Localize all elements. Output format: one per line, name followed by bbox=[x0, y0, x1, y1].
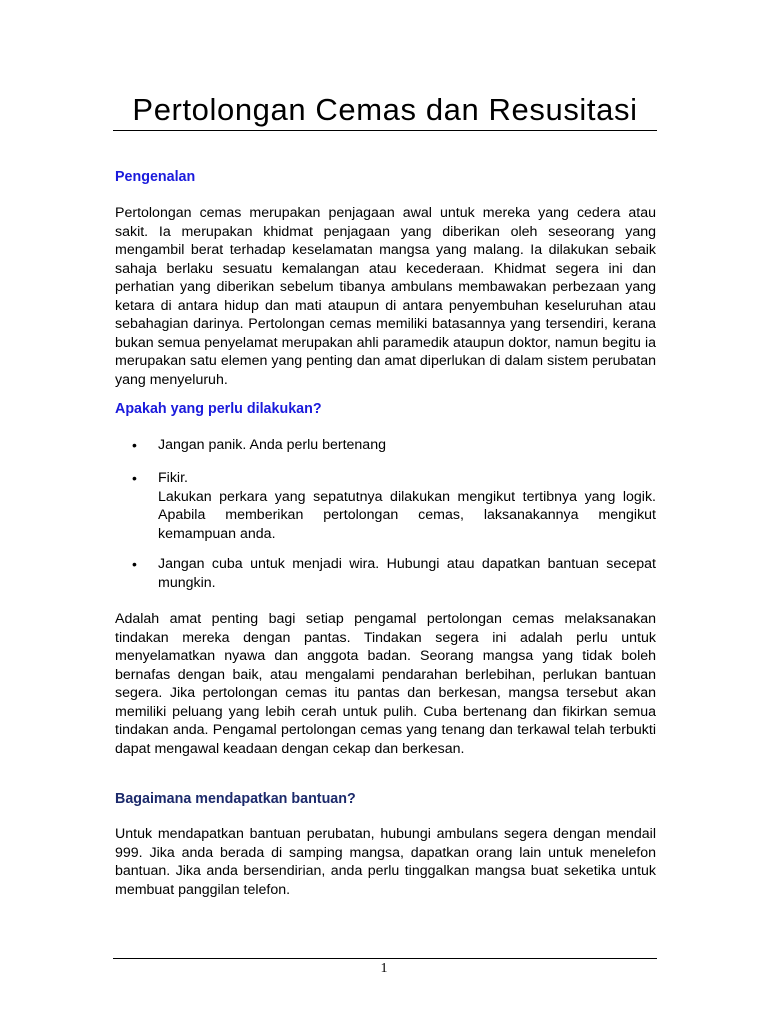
bullet-text: Jangan panik. Anda perlu bertenang bbox=[158, 437, 386, 453]
importance-paragraph: Adalah amat penting bagi setiap pengamal pertolongan cemas melaksanakan tindakan mereka dengan pantas. Tindakan segera ini adalah perlu untuk menyelamatkan nyawa dan anggota badan. Seorang mangsa yang tidak boleh bernafas dengan baik, atau mengalami pendarahan berlebihan, perlukan bantuan segera. Jika pertolongan cemas itu pantas dan berkesan, mangsa tersebut akan memiliki peluang yang lebih cerah untuk pulih. Cuba bertenang dan fikirkan semua tindakan anda. Pengamal pertolongan cemas yang tenang dan terkawal telah terbukti dapat mengawal keadaan dengan cekap dan berkesan. bbox=[115, 611, 656, 757]
footer-rule bbox=[113, 958, 657, 959]
bullet-marker: • bbox=[132, 437, 137, 453]
bullet-text: Jangan cuba untuk menjadi wira. Hubungi atau dapatkan bantuan secepat mungkin. bbox=[158, 556, 656, 591]
bullet-text: Fikir. bbox=[158, 470, 188, 486]
bullet-marker: • bbox=[132, 470, 137, 486]
title-underline bbox=[113, 130, 657, 131]
intro-paragraph: Pertolongan cemas merupakan penjagaan awal untuk mereka yang cedera atau sakit. Ia merupakan khidmat penjagaan yang diberikan oleh seseorang yang mengambil berat terhadap keselamatan mangsa yang malang. Ia dilakukan sebaik sahaja berlaku sesuatu kemalangan atau kecederaan. Khidmat segera ini dan perhatian yang diberikan sebelum tibanya ambulans membawakan perbezaan yang ketara di antara hidup dan mati ataupun di antara penyembuhan keseluruhan atau sebahagian darinya. Pertolongan cemas memiliki batasannya yang tersendiri, kerana bukan semua penyelamat merupakan ahli paramedik ataupun doktor, namun begitu ia merupakan satu elemen yang penting dan amat diperlukan di dalam sistem perubatan yang menyeluruh. bbox=[115, 205, 656, 388]
heading-get-help: Bagaimana mendapatkan bantuan? bbox=[115, 791, 356, 807]
get-help-paragraph: Untuk mendapatkan bantuan perubatan, hubungi ambulans segera dengan mendail 999. Jika anda berada di samping mangsa, dapatkan orang lain untuk menelefon bantuan. Jika anda bersendirian, anda perlu tinggalkan mangsa buat seketika untuk membuat panggilan telefon. bbox=[115, 826, 656, 898]
heading-what-to-do: Apakah yang perlu dilakukan? bbox=[115, 401, 322, 417]
bullet-marker: • bbox=[132, 556, 137, 572]
heading-pengenalan: Pengenalan bbox=[115, 169, 196, 185]
bullet-subtext: Lakukan perkara yang sepatutnya dilakukan mengikut tertibnya yang logik. Apabila memberikan pertolongan cemas, laksanakannya mengikut kemampuan anda. bbox=[158, 488, 656, 542]
page-title: Pertolongan Cemas dan Resusitasi bbox=[132, 92, 638, 127]
page-number: 1 bbox=[380, 961, 388, 976]
